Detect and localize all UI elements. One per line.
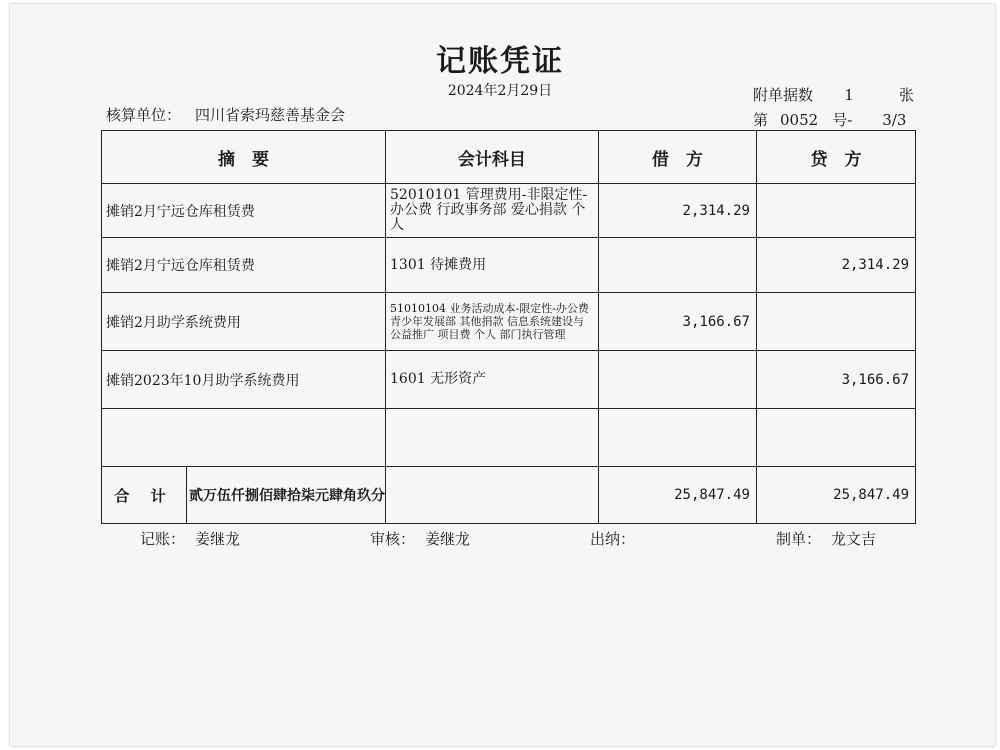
row-summary: 摊销2023年10月助学系统费用 [102,351,386,409]
bookkeeper-name: 姜继龙 [195,530,241,548]
row-account: 1301 待摊费用 [386,238,599,293]
row-summary: 摊销2月宁远仓库租赁费 [102,184,386,238]
row-credit: 3,166.67 [756,351,915,409]
row-account: 1601 无形资产 [386,351,599,409]
footer-cashier [590,528,645,549]
reviewer-label: 审核： [370,530,416,548]
total-amount-in-words: 贰万伍仟捌佰肆拾柒元肆角玖分 [189,488,385,504]
total-account-empty [386,467,599,524]
row-debit: 3,166.67 [598,293,756,351]
attachments-unit: 张 [899,86,915,104]
table-header-row [102,131,916,184]
unit-value: 四川省索玛慈善基金会 [195,106,346,124]
accounting-unit [106,104,345,125]
voucher-page: 3/3 [882,111,907,129]
attachments-label: 附单据数 [753,86,814,104]
row-debit [598,351,756,409]
voucher-date: 2024年2月29日 [447,83,553,99]
page-title: 记账凭证 [436,44,564,79]
row-summary [102,409,386,467]
column-header-account: 会计科目 [386,131,599,184]
row-debit: 2,314.29 [598,184,756,238]
table-row [102,351,916,409]
voucher-number [753,109,906,130]
attachments-count-value: 1 [844,86,854,104]
preparer-label: 制单： [776,530,822,548]
column-header-debit: 借 方 [598,131,756,184]
total-debit: 25,847.49 [598,467,756,524]
bookkeeper-label: 记账： [140,530,186,548]
footer-reviewer [370,528,470,549]
table-row [102,238,916,293]
reviewer-name: 姜继龙 [425,530,471,548]
row-credit [756,184,915,238]
voucher-suffix: 号- [832,111,853,129]
cashier-label: 出纳： [590,530,636,548]
row-debit [598,409,756,467]
row-credit: 2,314.29 [756,238,915,293]
row-account: 52010101 管理费用-非限定性-办公费 行政事务部 爱心捐款 个人 [386,184,599,238]
row-account: 51010104 业务活动成本-限定性-办公费 青少年发展部 其他捐款 信息系统建设与公益推广 项目费 个人 部门执行管理 [386,293,599,351]
voucher-table [101,130,916,524]
attachments-count [753,84,914,105]
row-account [386,409,599,467]
row-credit [756,409,915,467]
total-row [102,467,916,524]
table-row-empty [102,409,916,467]
table-row [102,293,916,351]
unit-label: 核算单位： [106,106,182,124]
table-row [102,184,916,238]
total-cell [102,467,386,524]
row-debit [598,238,756,293]
row-summary: 摊销2月宁远仓库租赁费 [102,238,386,293]
row-summary: 摊销2月助学系统费用 [102,293,386,351]
voucher-prefix: 第 [753,111,769,129]
preparer-name: 龙文吉 [831,530,877,548]
total-label: 合 计 [102,467,187,523]
voucher-number-value: 0052 [780,111,819,129]
row-credit [756,293,915,351]
total-credit: 25,847.49 [756,467,915,524]
footer-bookkeeper [140,528,240,549]
footer-preparer [776,528,876,549]
column-header-credit: 贷 方 [756,131,915,184]
column-header-summary: 摘 要 [102,131,386,184]
